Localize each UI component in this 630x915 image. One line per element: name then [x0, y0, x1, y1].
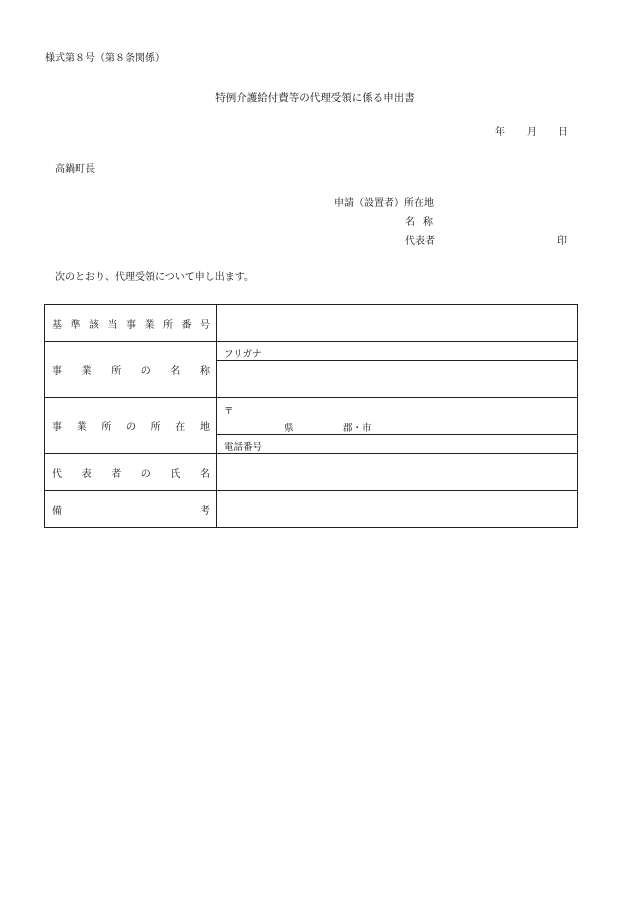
label-char: 業 — [81, 366, 92, 377]
label-char: 考 — [200, 505, 210, 517]
phone-label: 電話番号 — [224, 442, 263, 453]
label-char: 基 — [52, 319, 62, 331]
justified-label — [45, 465, 216, 480]
district-city-label: 郡・市 — [343, 423, 372, 434]
label-char: 該 — [89, 319, 99, 331]
application-form-table — [44, 304, 578, 528]
label-char: 表 — [81, 468, 92, 480]
row-label-remarks — [45, 491, 217, 528]
office-name-field[interactable] — [217, 361, 578, 398]
label-char: 名 — [170, 366, 181, 377]
document-title: 特例介護給付費等の代理受領に係る申出書 — [215, 92, 415, 104]
table-row — [45, 491, 578, 528]
date-month-label: 月 — [527, 127, 537, 138]
label-char: 号 — [200, 319, 210, 331]
row-label-office-name — [45, 342, 217, 398]
label-char: 事 — [52, 422, 62, 433]
table-row — [45, 305, 578, 342]
label-char: の — [125, 422, 136, 433]
applicant-representative-label: 代表者 — [405, 236, 435, 247]
justified-label — [45, 418, 216, 433]
table-row — [45, 398, 578, 435]
label-char: 番 — [181, 319, 192, 331]
label-char: 所 — [111, 366, 122, 377]
furigana-label: フリガナ — [224, 349, 262, 360]
row-label-representative — [45, 454, 217, 491]
label-char: 事 — [52, 366, 62, 377]
intro-text: 次のとおり、代理受領について申し出ます。 — [55, 272, 254, 283]
label-char: 地 — [199, 422, 210, 433]
office-address-field[interactable] — [217, 398, 578, 435]
justified-label — [45, 362, 216, 377]
label-char: 業 — [144, 319, 155, 331]
applicant-address-label: 申請（設置者）所在地 — [334, 198, 434, 209]
office-phone-field[interactable] — [217, 435, 578, 454]
label-char: 所 — [150, 422, 161, 433]
label-char: 名 — [199, 468, 210, 480]
date-year-label: 年 — [495, 127, 505, 138]
remarks-field[interactable] — [217, 491, 578, 528]
label-char: 当 — [107, 319, 118, 331]
row-label-office-number — [45, 305, 217, 342]
seal-mark: 印 — [557, 236, 567, 247]
label-char: 備 — [52, 505, 62, 517]
table-row — [45, 342, 578, 361]
label-char: 業 — [76, 422, 87, 433]
office-furigana-field[interactable] — [217, 342, 578, 361]
date-day-label: 日 — [558, 127, 568, 138]
representative-name-field[interactable] — [217, 454, 578, 491]
label-char: 代 — [52, 468, 62, 480]
form-number: 様式第８号（第８条関係） — [45, 53, 165, 64]
label-char: 者 — [111, 468, 122, 480]
label-char: 氏 — [170, 468, 181, 480]
prefecture-label: 県 — [284, 423, 294, 434]
label-char: 在 — [175, 422, 186, 433]
label-char: 準 — [70, 319, 81, 331]
label-char: 所 — [163, 319, 173, 331]
label-char: 事 — [126, 319, 136, 331]
table-row — [45, 454, 578, 491]
label-char: 称 — [199, 366, 210, 377]
label-char: の — [140, 468, 151, 480]
office-number-field[interactable] — [217, 305, 578, 342]
postal-mark: 〒 — [224, 406, 234, 417]
label-char: 所 — [101, 422, 112, 433]
applicant-name-label: 名称 — [405, 217, 441, 228]
addressee: 高鍋町長 — [55, 164, 95, 175]
label-char: の — [140, 366, 151, 377]
justified-label — [45, 502, 216, 517]
justified-label — [45, 316, 216, 331]
row-label-office-address — [45, 398, 217, 454]
